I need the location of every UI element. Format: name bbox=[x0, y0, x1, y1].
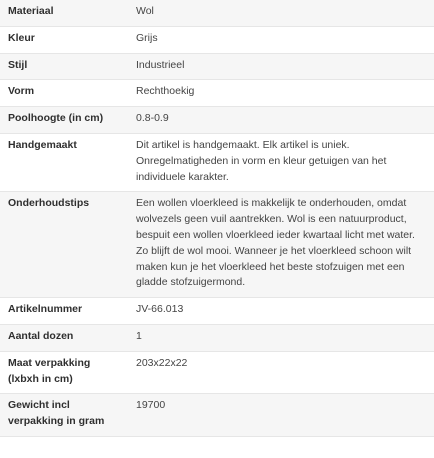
spec-value: Dit artikel is handgemaakt. Elk artikel is uniek. Onregelmatigheden in vorm en kleur getuigen van het individuele karakter. bbox=[122, 133, 434, 191]
spec-label: Kleur bbox=[0, 26, 122, 53]
spec-row-stijl bbox=[0, 53, 434, 80]
spec-value: JV-66.013 bbox=[122, 298, 434, 325]
spec-label: Stijl bbox=[0, 53, 122, 80]
spec-value: 0.8-0.9 bbox=[122, 107, 434, 134]
spec-value: Grijs bbox=[122, 26, 434, 53]
spec-value: Rechthoekig bbox=[122, 80, 434, 107]
spec-value: 1 bbox=[122, 324, 434, 351]
spec-label: Artikelnummer bbox=[0, 298, 122, 325]
spec-row-handgemaakt bbox=[0, 133, 434, 191]
spec-value: Een wollen vloerkleed is makkelijk te onderhouden, omdat wolvezels geen vuil aantrekken. Wol is een natuurproduct, bespuit een wollen vloerkleed ieder kwartaal licht met water. Zo blijft de wol mooi. Wanneer je het vloerkleed schoon wilt maken kun je het vloerkleed het beste stofzuigen met een gladde stofzuigermond. bbox=[122, 192, 434, 298]
spec-row-artikelnummer bbox=[0, 298, 434, 325]
spec-label: Gewicht incl verpakking in gram bbox=[0, 394, 122, 437]
spec-row-aantal-dozen bbox=[0, 324, 434, 351]
spec-row-gewicht bbox=[0, 394, 434, 437]
spec-value: 203x22x22 bbox=[122, 351, 434, 394]
spec-value: Industrieel bbox=[122, 53, 434, 80]
spec-row-kleur bbox=[0, 26, 434, 53]
spec-label: Vorm bbox=[0, 80, 122, 107]
spec-row-maat-verpakking bbox=[0, 351, 434, 394]
spec-label: Handgemaakt bbox=[0, 133, 122, 191]
spec-value: Wol bbox=[122, 0, 434, 26]
spec-value: 19700 bbox=[122, 394, 434, 437]
spec-label: Onderhoudstips bbox=[0, 192, 122, 298]
spec-row-poolhoogte bbox=[0, 107, 434, 134]
spec-row-materiaal bbox=[0, 0, 434, 26]
spec-label: Materiaal bbox=[0, 0, 122, 26]
spec-label: Aantal dozen bbox=[0, 324, 122, 351]
spec-label: Maat verpakking (lxbxh in cm) bbox=[0, 351, 122, 394]
spec-label: Poolhoogte (in cm) bbox=[0, 107, 122, 134]
spec-row-onderhoudstips bbox=[0, 192, 434, 298]
spec-row-vorm bbox=[0, 80, 434, 107]
